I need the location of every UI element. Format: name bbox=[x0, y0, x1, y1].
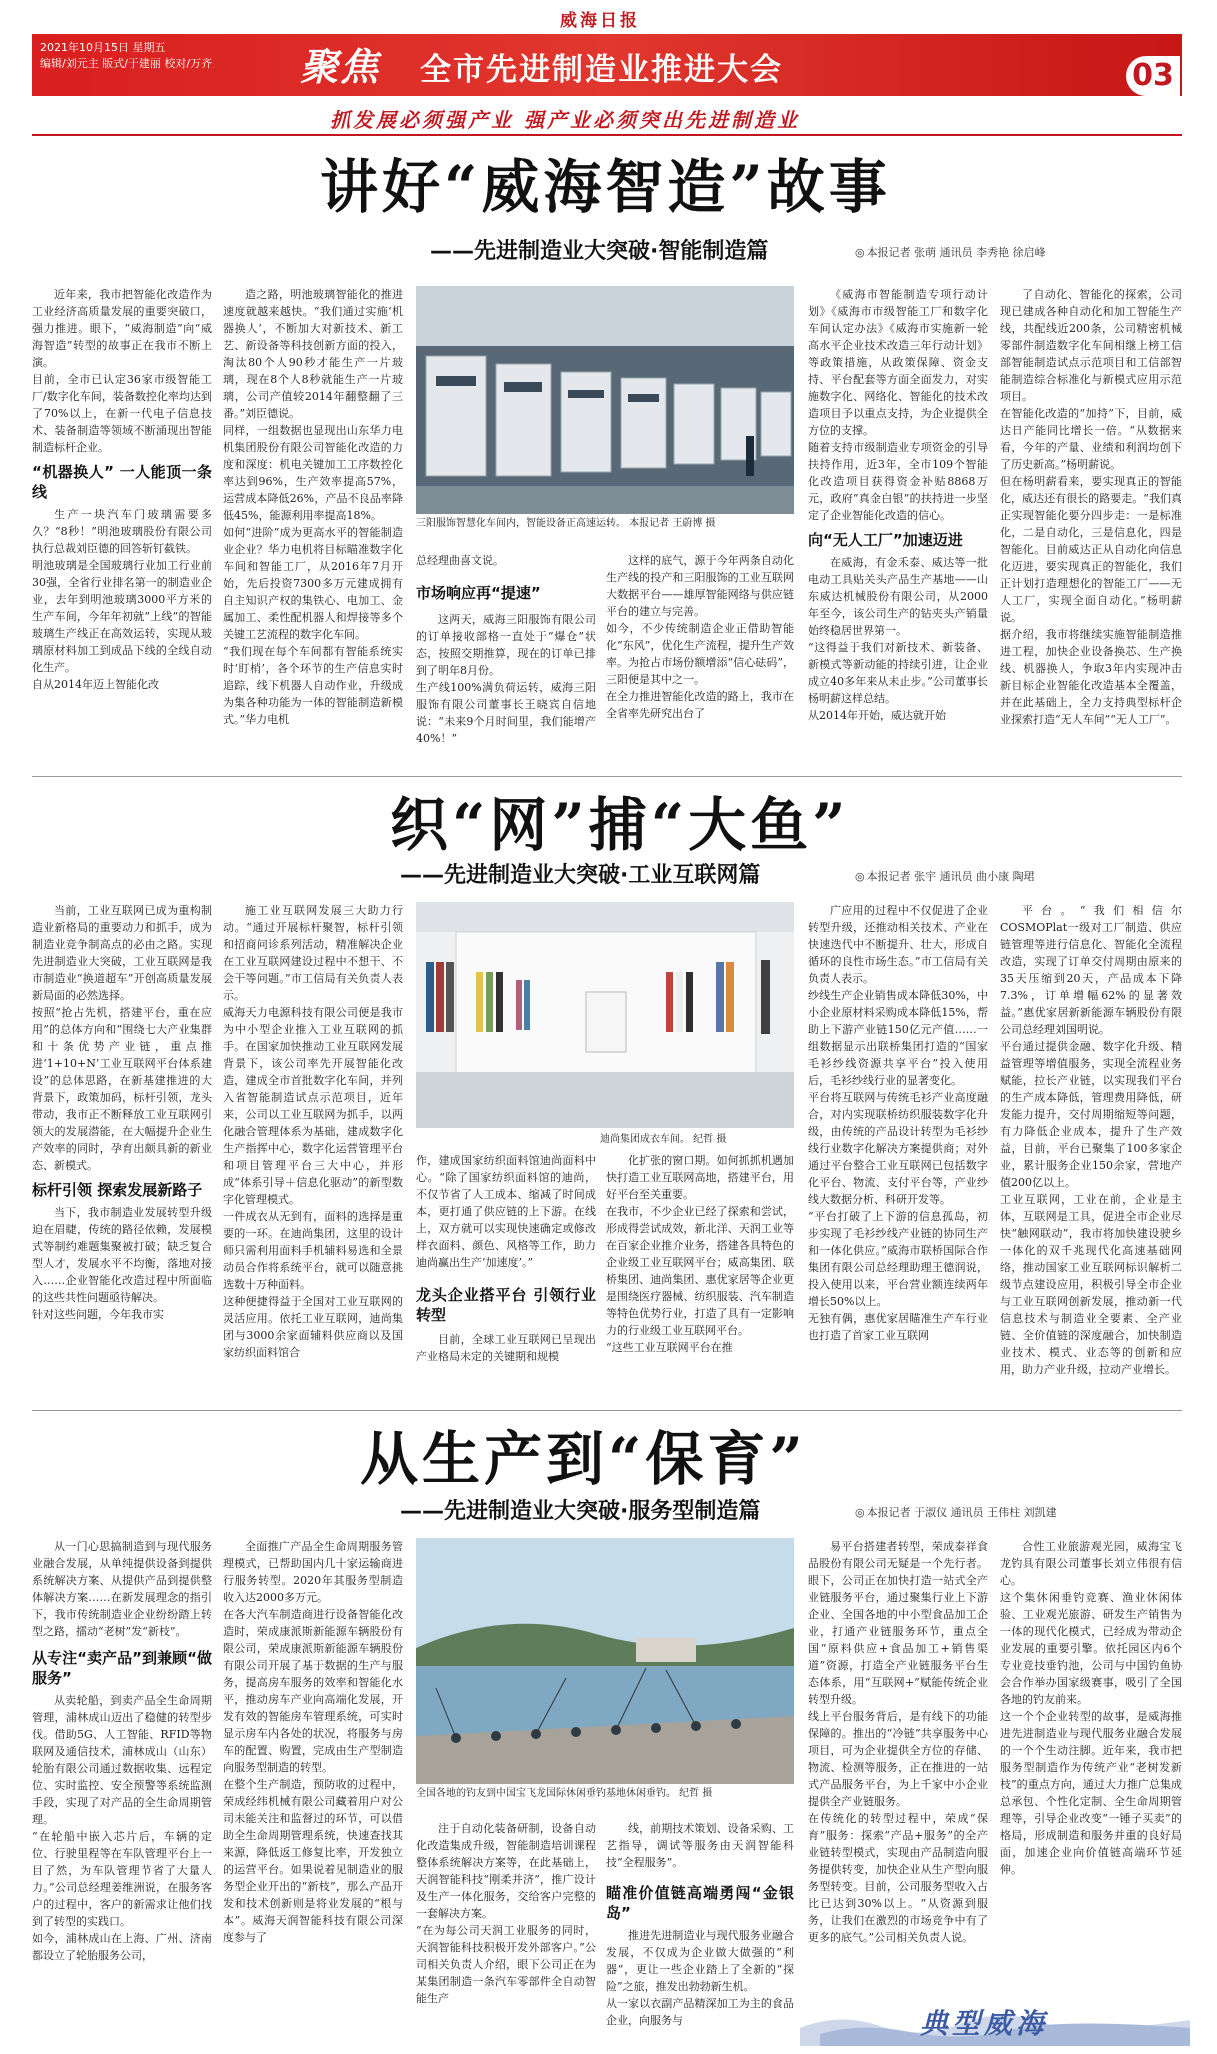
garment-showroom-image bbox=[416, 902, 794, 1128]
article-1-heading-2: 市场响应再“提速” bbox=[416, 584, 541, 602]
article-2-column-3 bbox=[416, 1152, 596, 1400]
issue-date: 2021年10月15日 星期五 bbox=[40, 41, 166, 54]
article-3-text: 推进先进制造业与现代服务业融合发展，不仅成为企业做大做强的“利器”，更让一些企业踏上了全新的“探险”之旅，推发出勃勃新生机。 从一家以衣副产品精深加工为主的食品企业，向服务与 bbox=[606, 1929, 794, 2027]
article-3-heading-1: 从专注“卖产品”到兼顾“做服务” bbox=[32, 1649, 212, 1687]
article-3-column-5: 易平台搭建者转型，荣成泰祥食品股份有限公司无疑是一个先行者。眼下，公司正在加快打造一站式全产业链服务平台，通过聚集行业上下游企业、全国各地的中小型食品加工企业，打通产业链服务环节，重点全国“原料供应+食品加工+销售渠道”资源，打造全产业链服务平台生态体系，用“互联网+”赋能传统企业转型升级。 线上平台服务背后，是有线下的功能保障的。推出的“冷链”共享服务中心项目，可为企业提供全方位的存储、物流、检测等服务，正在推进的一站式产品服务平台，为上千家中小企业提供全产业链服务。 在传统化的转型过程中，荣成“保育”服务：探索“产品+服务”的全产业链转型模式，实现由产品制造向服务提供转变，加快企业从生产型向服务型转变。目前，公司服务型收入占比已达到30%以上。“从资源到服务，让我们在激烈的市场竞争中有了更多的底气。”公司相关负责人说。 bbox=[808, 1540, 988, 1944]
article-3-photo bbox=[416, 1538, 794, 1784]
article-1-photo-caption: 三阳服饰智慧化车间内，智能设备正高速运转。 本报记者 王蔚博 摄 bbox=[416, 518, 716, 529]
article-1-subtitle: ——先进制造业大突破·智能制造篇 bbox=[430, 239, 769, 264]
article-3-heading-2: 瞄准价值链高端勇闯“金银岛” bbox=[606, 1884, 794, 1922]
article-1-column-5 bbox=[808, 286, 988, 766]
article-3-column-2: 全面推广产品全生命周期服务管理模式，已帮助国内几十家运输商进行服务转型。2020年其服务型制造收入达2000多万元。 在各大汽车制造商进行设备智能化改造时，荣成康派斯新能源车辆股份有限公司，荣成康派斯新能源车辆股份有限公司开展了基于数据的生产与服务，提高房车服务的效率和智能化水平，推动房车产业向高端化发展，开发有效的智能房车管理系统，可实时显示房车内各处的状况，将服务与房车的配置、购置，完成由生产型制造向服务型制造的转型。 在整个生产制造，预防收的过程中，荣成经纬机械有限公司藏着用户对公司未能关注和监督过的环节，可以借助全生命周期管理系统，快速查找其来源，降低返工修复比率，开发独立的运营平台。如果说着见制造业的服务型企业开出的“新枝”，那么产品开发和技术创新则是将业发展的“根与本”。威海天润智能科技有限公司深度参与了 bbox=[223, 1540, 403, 1944]
article-2-text: 目前，全球工业互联网已呈现出产业格局未定的关键期和规模 bbox=[416, 1333, 596, 1363]
article-1-column-6: 了自动化、智能化的探索，公司现已建成各种自动化和加工智能生产线，共配线近200条，公司精密机械零部件制造数字化车间相继上榜工信部智能制造试点示范项目和工信部智能制造综合标准化与新模式应用示范项目。 在智能化改造的“加持”下，目前，威达日产能同比增长一倍。“从数据来看，今年的产量、业绩和利润均创下了历史新高。”杨明薪说。 但在杨明薪看来，要实现真正的智能化，威达还有很长的路要走。“我们真正实现智能化要分四步走：一是标准化，二是自动化，三是信息化，四是智能化。目前威达正从自动化向信息化迈进，要实现真正的智能化，我们正计划打造理想化的智能工厂——无人工厂，实现全面自动化。”杨明薪说。 据介绍，我市将继续实施智能制造推进工程，加快企业设备换芯、生产换线、机器换人，争取3年内实现冲击新目标企业智能化改造基本全覆盖，并在此基础上，全力支持典型标杆企业探索打造“无人车间”“无人工厂”。 bbox=[1000, 288, 1182, 726]
article-2-heading-1: 标杆引领 探索发展新路子 bbox=[32, 1181, 203, 1199]
article-1-title: 讲好“威海智造”故事 bbox=[320, 153, 891, 221]
issue-info bbox=[40, 40, 212, 72]
article-3-column-4 bbox=[606, 1820, 794, 2046]
paper-name: 威海日报 bbox=[560, 11, 640, 31]
top-divider bbox=[32, 134, 1182, 136]
article-1-heading-3: 向“无人工厂”加速迈进 bbox=[808, 531, 963, 549]
article-1-column-1 bbox=[32, 286, 212, 766]
article-3-column-3: 注于自动化装备研制，设备自动化改造集成升级，智能制造培训课程整体系统解决方案等，在此基础上，天润智能科技“刚柔并济”，推广设计及生产一体化服务，交给客户完整的一套解决方案。 “在为每公司天润工业服务的同时，天润智能科技积极开发外部客户。”公司相关负责人介绍，眼下公司正在为某集团制造一条汽车零部件全自动智能生产 bbox=[416, 1822, 596, 2005]
article-2-byline: ◎ 本报记者 张宇 通讯员 曲小康 陶珺 bbox=[855, 868, 1035, 884]
article-1-text: 《威海市智能制造专项行动计划》《威海市市级智能工厂和数字化车间认定办法》《威海市实施新一轮高水平企业技术改造三年行动计划》等政策措施，从政策保障、资金支持、平台配套等方面全面发力，对实施数字化、网络化、智能化的技术改造项目予以重点支持，为企业提供全方位的支撑。 随着支持市级制造业专项资金的引导扶持作用，近3年，全市109个智能化改造项目获得资金补贴8868万元，政府“真金白银”的扶持进一步坚定了企业智能化改造的信心。 bbox=[808, 288, 988, 522]
article-2-column-5: 广应用的过程中不仅促进了企业转型升级，还推动相关技术、产业在快速迭代中不断提升、壮大，形成自循环的良性市场生态。”市工信局有关负责人表示。 纱线生产企业销售成本降低30%，中小企业原材料采购成本降低15%，帮助上下游产业链150亿元产值……一组数据显示出联桥集团打造的“国家毛衫纱线资源共享平台”投入使用后，毛衫纱线行业的显著变化。 平台将互联网与传统毛衫产业高度融合，对内实现联桥纺织服装数字化升级，由传统的产品设计转型为毛衫纱线行业数字化解决方案提供商；对外通过平台整合工业互联网已包括数字化平台、物流、支付平台等，产业纱线大数据分析、科研开发等。 “平台打破了上下游的信息孤岛，初步实现了毛衫纱线产业链的协同生产和一体化供应。”威海市联桥国际合作集团有限公司总经理助理王德润说，投入使用以来，平台营业额连续两年增长50%以上。 无独有偶，惠优家居瞄准生产车行业也打造了首家工业互联网 bbox=[808, 904, 988, 1342]
footer-emblem bbox=[800, 1998, 1190, 2046]
article-3-text: 从一门心思搞制造到与现代服务业融合发展，从单纯提供设备到提供系统解决方案、从提供产品到提供整体解决方案……在新发展理念的指引下，我市传统制造业企业纷纷踏上转型之路，擂动“老树”发“新枝”。 bbox=[32, 1540, 212, 1638]
section-title: 全市先进制造业推进大会 bbox=[420, 52, 783, 88]
article-1-heading-1: “机器换人” 一人能顶一条线 bbox=[32, 463, 212, 501]
article-1-text: 近年来，我市把智能化改造作为工业经济高质量发展的重要突破口，强力推进。眼下，“威海制造”向“威海智造”转型的故事正在我市不断上演。 目前，全市已认定36家市级智能工厂/数字化车间，装备数控化率均达到了70%以上，在新一代电子信息技术、装备制造等领域不断涌现出智能制造标杆企业。 bbox=[32, 288, 212, 454]
section-divider bbox=[32, 1410, 1182, 1411]
article-1-column-4: 这样的底气，源于今年两条自动化生产线的投产和三阳服饰的工业互联网大数据平台——雄厚智能网络与供应链平台的建立与完善。 如今，不少传统制造企业正借助智能化“东风”，优化生产流程，提升生产效率。为抢占市场份额增添“信心砝码”，三阳便是其中之一。 在全力推进智能化改造的路上，我市在全省率先研究出台了 bbox=[606, 554, 794, 720]
article-2-subtitle: ——先进制造业大突破·工业互联网篇 bbox=[400, 863, 761, 888]
article-1-text: 生产一块汽车门玻璃需要多久？“8秒！”明池玻璃股份有限公司执行总裁刘臣德的回答斩钉截铁。 明池玻璃是全国玻璃行业加工行业前30强，全省行业排名第一的制造业企业，去年到明池玻璃3000平方米的生产车间，今年年初就“上线”的智能玻璃生产线正在高效运转，实现从玻璃原材料加工到成品下线的全线自动化生产。 自从2014年迈上智能化改 bbox=[32, 508, 212, 691]
article-2-text: 当前，工业互联网已成为重构制造业新格局的重要动力和抓手，成为制造业竞争制高点的必由之路。实现先进制造业大突破，工业互联网是我市制造业“换道超车”开创高质量发展新局面的必然选择。 按照“抢占先机，搭建平台，重在应用”的总体方向和“围绕七大产业集群和十条优势产业链，重点推进‘1+10+N’工业互联网平台体系建设”的总体思路，在新基建推进的大背景下，政策加码，标杆引领，龙头带动，我市正不断释放工业互联网引领大的发展潜能，在大幅提升企业生产效率的同时，孕育出颇具新的新业态、新模式。 bbox=[32, 904, 212, 1172]
article-2-text: 作，建成国家纺织面料馆迪尚面料中心。“除了国家纺织面料馆的迪尚，不仅节省了人工成本、缩减了时间成本，更打通了供应链的上下游。在线上，双方就可以实现快速确定或修改样衣面料、颜色、风格等工作，助力迪尚赢出生产‘加速度’。” bbox=[416, 1154, 596, 1269]
article-2-photo-caption: 迪尚集团成衣车间。 纪哲 摄 bbox=[600, 1134, 727, 1145]
issue-editors: 编辑/刘元主 版式/于建丽 校对/万齐 bbox=[40, 57, 213, 70]
article-3-photo-caption: 全国各地的钓友到中国宝飞龙国际休闲垂钓基地休闲垂钓。 纪哲 摄 bbox=[416, 1788, 713, 1799]
article-3-column-1 bbox=[32, 1538, 212, 2046]
article-1-column-3 bbox=[416, 552, 596, 764]
footer-label: 典型威海 bbox=[920, 2007, 1049, 2040]
article-1-text: 在威海，有金禾泰、威达等一批电动工具贴关头产品生产基地——山东威达机械股份有限公司，从2000年至今，该公司生产的钻夹头产销量始终稳居世界第一。 “这得益于我们对新技术、新装备、新模式等新动能的持续引进，让企业成立40多年来从未止步。”公司董事长杨明薪这样总结。 从2014年开始，威达就开始 bbox=[808, 556, 988, 722]
article-1-text: 总经理曲喜文说。 bbox=[416, 554, 504, 567]
article-3-text: 线，前期技术策划、设备采购、工艺指导，调试等服务由天润智能科技“全程服务”。 bbox=[606, 1822, 794, 1869]
article-3-text: 从卖轮船，到卖产品全生命周期管理，浦林成山迈出了稳健的转型步伐。借助5G、人工智能、RFID等物联网及通信技术，浦林成山（山东）轮胎有限公司通过数据收集、远程定位、实时监控、安全预警等系统监测手段，实现了对产品的全生命周期管理。 “在轮船中嵌入芯片后，车辆的定位、行驶里程等在车队管理平台上一目了然，为车队管理节省了大量人力。”公司总经理姜维洲说，在服务客户的过程中，客户的新需求让他们找到了转型的实践口。 如今，浦林成山在上海、广州、济南都设立了轮胎服务公司， bbox=[32, 1694, 212, 1962]
article-3-byline: ◎ 本报记者 于淑仪 通讯员 王伟柱 刘凯建 bbox=[855, 1504, 1057, 1520]
article-3-title: 从生产到“保育” bbox=[360, 1425, 807, 1493]
article-2-column-1 bbox=[32, 902, 212, 1400]
article-2-heading-2: 龙头企业搭平台 引领行业转型 bbox=[416, 1286, 596, 1324]
article-2-column-4: 化扩张的窗口期。如何抓抓机遇加快打造工业互联网高地，搭建平台，用好平台至关重要。 在我市，不少企业已经了探索和尝试，形成得尝试成效，新北洋、天润工业等在百家企业推介业务，搭建各具特色的企业级工业互联网平台；威高集团、联桥集团、迪尚集团、惠优家居等企业更是围绕医疗器械、纺织服装、汽车制造等特色优势行业，打造了具有一定影响力的行业级工业互联网平台。 “这些工业互联网平台在推 bbox=[606, 1154, 794, 1354]
factory-machines-image bbox=[416, 286, 794, 514]
article-1-column-2: 造之路，明池玻璃智能化的推进速度就越来越快。“我们通过实施‘机器换人’，不断加大对新技术、新工艺、新设备等科技创新方面的投入，淘汰80个人90秒才能生产一片玻璃，现在8个人8秒就能生产一片玻璃，公司产值较2014年翻整翻了三番。”刘臣德说。 同样，一组数据也显现出山东华力电机集团股份有限公司智能化改造的力度和深度：机电关键加工工序数控化率达到96%，生产效率提高57%，运营成本降低26%，产品不良品率降低45%，能源利用率提高18%。 如何“进阶”成为更高水平的智能制造业企业？华力电机将目标瞄准数字化车间和智能工厂，从2016年7月开始，先后投资7300多万元建成拥有自主知识产权的集铁心、电加工、金属加工、柔性配机器人和焊接等多个关键工艺流程的数字化车间。 “我们现在每个车间都有智能系统实时‘盯梢’，各个环节的生产信息实时追踪，线下机器人自动作业，升级成为集各种功能为一体的智能制造新模式。”华力电机 bbox=[223, 288, 403, 726]
article-2-text: 当下，我市制造业发展转型升级迫在眉睫，传统的路径依赖，发展模式等制约难题集聚被打破；缺乏复合型人才，发展水平不均衡，落地对接入……企业智能化改造过程中所面临的这些共性问题亟待解决。 针对这些问题，今年我市实 bbox=[32, 1206, 212, 1321]
focus-label: 聚焦 bbox=[300, 44, 381, 89]
slogan: 抓发展必须强产业 强产业必须突出先进制造业 bbox=[330, 108, 800, 132]
article-1-byline: ◎ 本报记者 张萌 通讯员 李秀艳 徐启峰 bbox=[855, 244, 1046, 260]
article-1-text: 这两天，威海三阳服饰有限公司的订单接收部格一直处于“爆仓”状态，按照交期推算，现在的订单已排到了明年8月份。 生产线100%满负荷运转，威海三阳服饰有限公司董事长王晓宾自信地说：“未来9个月时间里，我们能增产40%！” bbox=[416, 613, 596, 745]
fishing-pond-image bbox=[416, 1538, 794, 1784]
article-1-photo bbox=[416, 286, 794, 514]
article-2-photo bbox=[416, 902, 794, 1128]
article-2-column-6: 平台。“我们相信尔COSMOPlat一级对工厂制造、供应链管理等进行信息化、智能化全流程改造，实现了订单交付周期由原来的35天压缩到20天，产品成本下降7.3%，订单增幅62%的显著效益。”惠优家居新新能源车辆股份有限公司总经理刘国明说。 平台通过提供金融、数字化升级、精益管理等增值服务，实现全流程业务赋能，拉长产业链，以实现我们平台的生产成本降低，管理费用降低，研发能力提升，交付周期缩短等问题，有力降低企业成本，提升了生产效益，目前，平台已聚集了100多家企业，累计服务企业150余家，营地产值200亿以上。 工业互联网，工业在前，企业是主体，互联网是工具，促进全市企业尽快“触网联动”，我市将加快建设驶乡一体化的双千兆现代化高速基础网络，推动国家工业互联网标识解析二级节点建设应用，积极引导全市企业与工业互联网创新发展，推动新一代信息技术与制造业全要素、全产业链、全价值链的深度融合，加快制造业技术、模式、业态等的创新和应用，助力产业升级，拉动产业增长。 bbox=[1000, 904, 1182, 1376]
article-3-subtitle: ——先进制造业大突破·服务型制造篇 bbox=[400, 1499, 761, 1524]
article-3-column-6: 合性工业旅游观光园，威海宝飞龙钓具有限公司董事长刘立伟很有信心。 这个集休闲垂钓竞赛、渔业休闲体验、工业观光旅游、研发生产销售为一体的现代化模式，已经成为带动企业发展的重要引擎。依托园区内6个专业竞技垂钓池，公司与中国钓鱼协会合作举办国家级赛事，吸引了全国各地的钓友前来。 这一个个企业转型的故事，是威海推进先进制造业与现代服务业融合发展的一个个生动注脚。近年来，我市把服务型制造作为传统产业“老树发新枝”的重点方向，通过大力推广总集成总承包、个性化定制、全生命周期管理等，引导企业改变“一锤子买卖”的格局，形成制造和服务并重的良好局面，加速企业向价值链高端环节延伸。 bbox=[1000, 1540, 1182, 1876]
article-2-title: 织“网”捕“大鱼” bbox=[390, 791, 850, 859]
page-number: 03 bbox=[1126, 56, 1180, 96]
article-2-column-2: 施工业互联网发展三大助力行动。“通过开展标杆聚智，标杆引领和招商问诊系列活动，精准解决企业在工业互联网建设过程中不想干、不会干等问题。”市工信局有关负责人表示。 威海天力电源科技有限公司便是我市为中小型企业推入工业互联网的抓手。在国家加快推动工业互联网发展背景下，该公司率先开展智能化改造，建成全市首批数字化车间，并列入省智能制造试点示范项目，近年来，公司以工业互联网为抓手，以两化融合管理体系为基础，建成数字化生产指挥中心，数字化运营管理平台和项目管理平台三大中心，并形成“体系引导＋信息化驱动”的新型数字化管理模式。 一件成衣从无到有，面料的选择是重要的一环。在迪尚集团，这里的设计师只需利用面料手机辅料易选和全景动员合作将系统平台，就可以随意挑选数十万种面料。 这种便捷得益于全国对工业互联网的灵活应用。依托工业互联网，迪尚集团与3000余家面辅料供应商以及国家纺织面料馆合 bbox=[223, 904, 403, 1359]
section-divider bbox=[32, 776, 1182, 777]
